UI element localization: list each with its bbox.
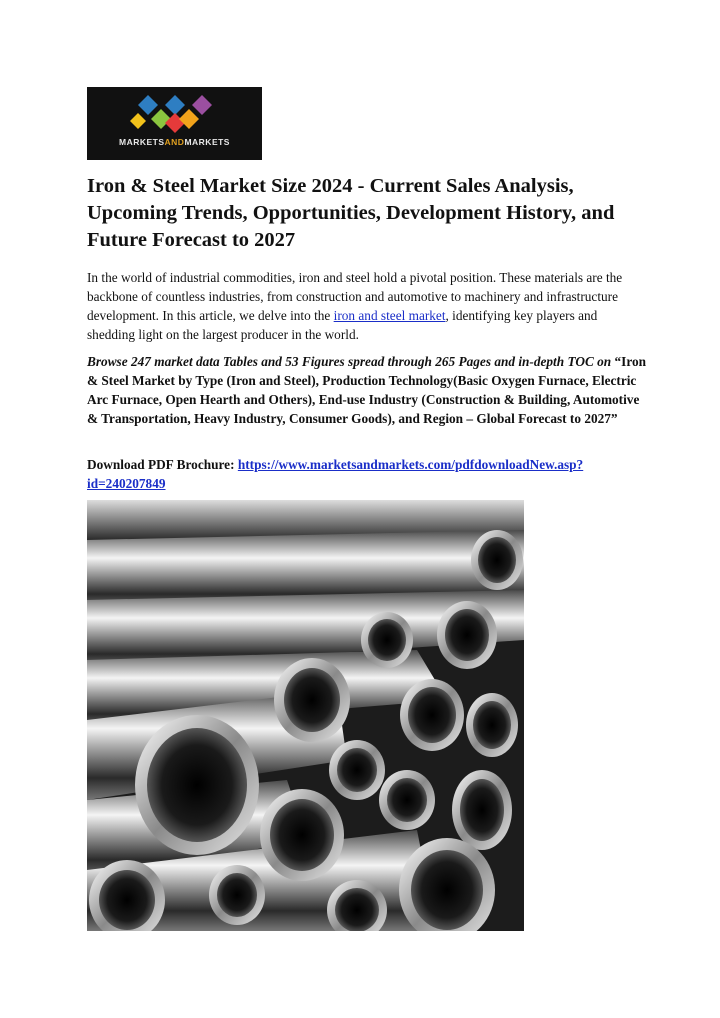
logo-diamonds-icon	[130, 91, 220, 137]
iron-steel-market-link[interactable]: iron and steel market	[333, 308, 446, 323]
intro-paragraph: In the world of industrial commodities, iron and steel hold a pivotal position. These materials are the backbone of countless industries, from construction and automotive to machinery and infrastructure development. In this article, we delve into the iron and steel market, identifying key players and shedding light on the largest producer in the world.	[87, 270, 623, 342]
company-logo	[87, 87, 262, 160]
download-brochure-line	[87, 455, 647, 493]
logo-wordmark: MARKETSANDMARKETS	[119, 137, 230, 147]
report-title-text: “Iron & Steel Market by Type (Iron and Steel), Production Technology(Basic Oxygen Furnace, Electric Arc Furnace, Open Hearth and Others), End-use Industry (Construction & Building, Automotive & Transportation, Heavy Industry, Consumer Goods), and Region – Global Forecast to 2027”	[87, 354, 647, 426]
download-label: Download PDF Brochure:	[87, 457, 238, 472]
browse-paragraph	[87, 352, 647, 428]
article-title: Iron & Steel Market Size 2024 - Current Sales Analysis, Upcoming Trends, Opportunities, Development History, and Future Forecast to 2027	[87, 175, 615, 251]
steel-pipes-photo	[87, 500, 524, 931]
download-brochure-link[interactable]: https://www.marketsandmarkets.com/pdfdownloadNew.asp?id=240207849	[87, 457, 584, 491]
browse-italic-text: Browse 247 market data Tables and 53 Figures spread through 265 Pages and in-depth TOC on	[87, 354, 612, 369]
